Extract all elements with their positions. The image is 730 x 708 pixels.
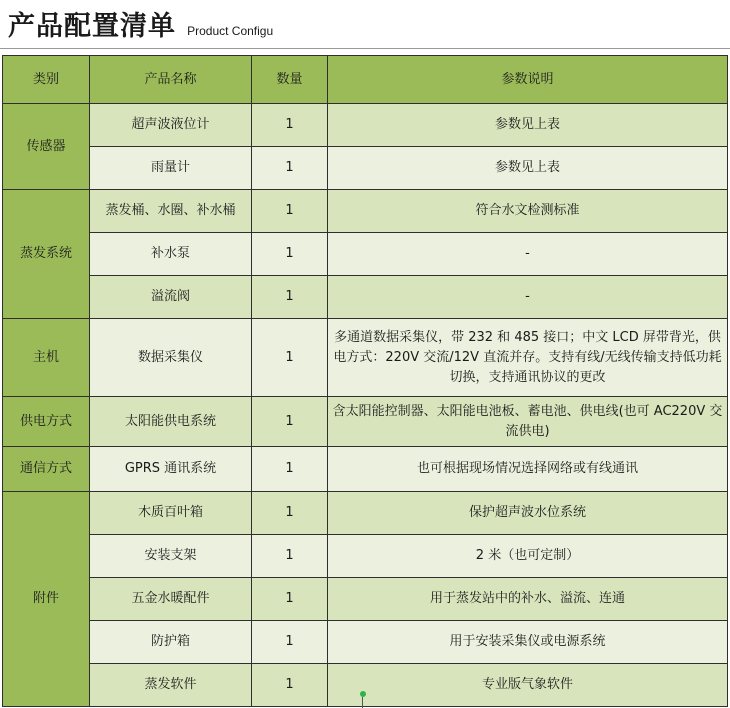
description: 2 米（也可定制） <box>328 535 728 578</box>
quantity: 1 <box>252 397 328 447</box>
product-name: 太阳能供电系统 <box>90 397 252 447</box>
description: - <box>328 276 728 319</box>
description: 专业版气象软件 <box>328 664 728 707</box>
product-name: 蒸发软件 <box>90 664 252 707</box>
category-host: 主机 <box>3 319 90 397</box>
table-row <box>3 535 728 578</box>
category-evaporation: 蒸发系统 <box>3 190 90 319</box>
description: 符合水文检测标准 <box>328 190 728 233</box>
table-row <box>3 447 728 492</box>
description: - <box>328 233 728 276</box>
quantity: 1 <box>252 276 328 319</box>
product-name: 数据采集仪 <box>90 319 252 397</box>
table-row <box>3 147 728 190</box>
description: 参数见上表 <box>328 104 728 147</box>
product-name: 溢流阀 <box>90 276 252 319</box>
product-name: 安装支架 <box>90 535 252 578</box>
product-name: 防护箱 <box>90 621 252 664</box>
product-name: 补水泵 <box>90 233 252 276</box>
description: 多通道数据采集仪，带 232 和 485 接口；中文 LCD 屏带背光，供电方式：220V 交流/12V 直流并存。支持有线/无线传输支持低功耗切换，支持通讯协议的更改 <box>328 319 728 397</box>
product-name: 五金水暖配件 <box>90 578 252 621</box>
quantity: 1 <box>252 621 328 664</box>
product-name: 木质百叶箱 <box>90 492 252 535</box>
quantity: 1 <box>252 492 328 535</box>
category-sensor: 传感器 <box>3 104 90 190</box>
product-name: 超声波液位计 <box>90 104 252 147</box>
title-main: 产品配置清单 <box>8 11 176 42</box>
anchor-stem <box>362 697 363 708</box>
description: 用于安装采集仪或电源系统 <box>328 621 728 664</box>
quantity: 1 <box>252 147 328 190</box>
quantity: 1 <box>252 190 328 233</box>
table-row <box>3 492 728 535</box>
description: 含太阳能控制器、太阳能电池板、蓄电池、供电线(也可 AC220V 交流供电) <box>328 397 728 447</box>
title-divider <box>0 48 730 49</box>
table-row <box>3 190 728 233</box>
table-row <box>3 104 728 147</box>
quantity: 1 <box>252 104 328 147</box>
table-row <box>3 621 728 664</box>
table-row <box>3 397 728 447</box>
table-row <box>3 319 728 397</box>
description: 保护超声波水位系统 <box>328 492 728 535</box>
category-accessory: 附件 <box>3 492 90 707</box>
table-row <box>3 664 728 707</box>
quantity: 1 <box>252 319 328 397</box>
quantity: 1 <box>252 447 328 492</box>
quantity: 1 <box>252 233 328 276</box>
description: 也可根据现场情况选择网络或有线通讯 <box>328 447 728 492</box>
header-description: 参数说明 <box>328 56 728 104</box>
product-name: 蒸发桶、水圈、补水桶 <box>90 190 252 233</box>
header-quantity: 数量 <box>252 56 328 104</box>
category-power: 供电方式 <box>3 397 90 447</box>
description: 用于蒸发站中的补水、溢流、连通 <box>328 578 728 621</box>
header-product-name: 产品名称 <box>90 56 252 104</box>
quantity: 1 <box>252 535 328 578</box>
title-subtitle: Product Configu <box>187 24 274 38</box>
table-row <box>3 578 728 621</box>
table-header-row <box>3 56 728 104</box>
table-row <box>3 233 728 276</box>
category-communication: 通信方式 <box>3 447 90 492</box>
header-category: 类别 <box>3 56 90 104</box>
quantity: 1 <box>252 664 328 707</box>
product-name: GPRS 通讯系统 <box>90 447 252 492</box>
description: 参数见上表 <box>328 147 728 190</box>
quantity: 1 <box>252 578 328 621</box>
product-config-table <box>2 55 728 707</box>
product-name: 雨量计 <box>90 147 252 190</box>
anchor-dot-icon[interactable] <box>360 691 366 697</box>
page-title <box>8 4 273 44</box>
table-row <box>3 276 728 319</box>
